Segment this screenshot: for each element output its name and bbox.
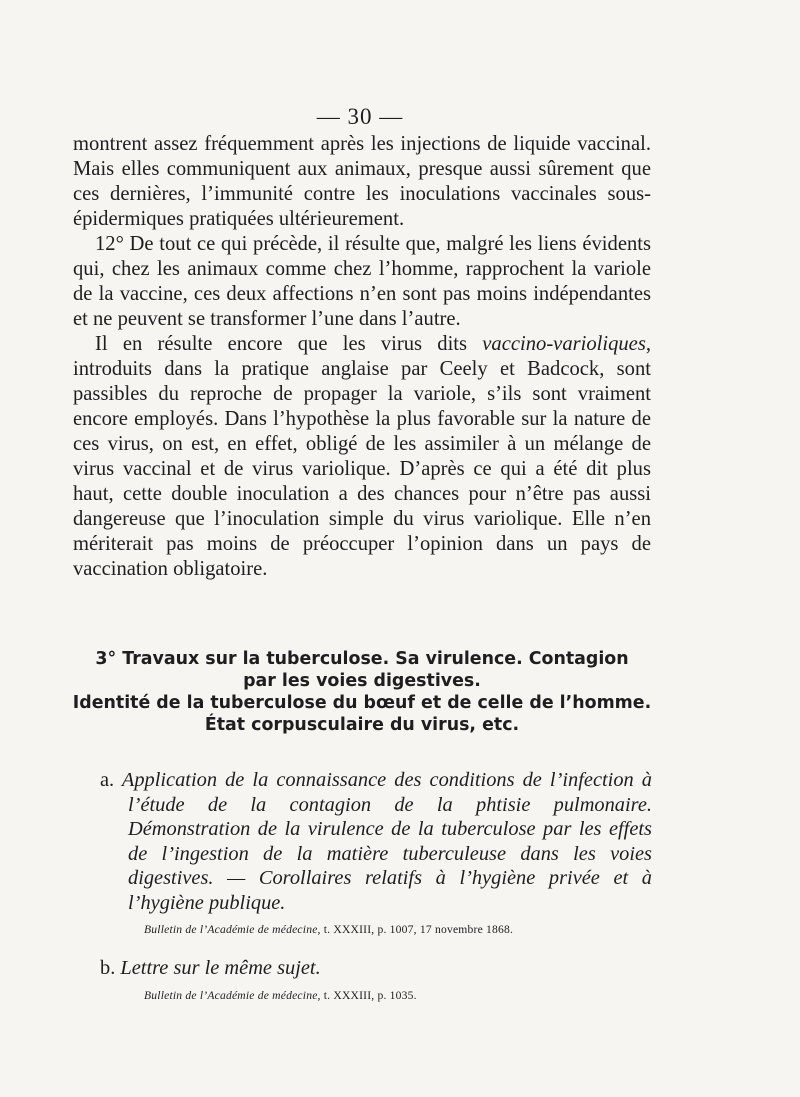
bibliography-entry-b xyxy=(74,956,652,1002)
entry-a-title: Application de la connaissance des conditions de l’infection à l’étude de la contagion de la phtisie pulmonaire. Démonstration de la virulence de la tuberculose par les effets de l’ingestion de la matière tuberculeuse dans les voies digestives. — Corollaires relatifs à l’hygiène privée et à l’hygiène publique. xyxy=(121,769,652,914)
entry-b-citation-details: t. XXXIII, p. 1035. xyxy=(323,988,417,1002)
section-heading-line-1: 3° Travaux sur la tuberculose. Sa virulence. Contagion xyxy=(95,649,629,669)
page-number: — 30 — xyxy=(316,104,404,129)
entry-b-citation xyxy=(144,989,652,1002)
bibliography-list xyxy=(74,768,652,1002)
entry-a-text xyxy=(74,768,652,915)
paragraph-1: montrent assez fréquemment après les injections de liquide vaccinal. Mais elles communiquent aux animaux, presque aussi sûrement que ces dernières, l’immunité contre les inoculations vaccinales sous-épidermiques pratiquées ultérieurement. xyxy=(73,133,651,230)
paragraph-3 xyxy=(73,332,651,582)
entry-b-citation-source: Bulletin de l’Académie de médecine, xyxy=(144,988,321,1002)
paragraph-2: 12° De tout ce qui précède, il résulte que, malgré les liens évidents qui, chez les animaux comme chez l’homme, rapprochent la variole de la vaccine, ces deux affections n’en sont pas moins indépendantes et ne peuvent se transformer l’une dans l’autre. xyxy=(73,233,651,330)
paragraph-3-text-start: Il en résulte encore que les virus dits xyxy=(95,333,483,355)
entry-a-citation-source: Bulletin de l’Académie de médecine, xyxy=(144,923,321,936)
bibliography-entry-a xyxy=(74,768,652,936)
entry-b-title: Lettre sur le même sujet. xyxy=(120,957,321,979)
section-heading xyxy=(70,648,654,736)
section-heading-line-3: Identité de la tuberculose du bœuf et de celle de l’homme. xyxy=(72,693,652,713)
entry-a-citation xyxy=(144,923,652,936)
body-text xyxy=(73,132,651,582)
entry-a-citation-details: t. XXXIII, p. 1007, 17 novembre 1868. xyxy=(323,923,514,936)
entry-b-text xyxy=(74,956,652,981)
paragraph-3-italic-term: vaccino-varioliques xyxy=(482,333,646,355)
entry-b-letter: b. xyxy=(100,957,116,979)
entry-a-letter: a. xyxy=(100,769,115,791)
section-heading-line-2: par les voies digestives. xyxy=(243,671,481,691)
paragraph-3-text-end: , introduits dans la pratique anglaise par Ceely et Badcock, sont passibles du reproche de propager la variole, s’ils sont vraiment encore employés. Dans l’hypothèse la plus favorable sur la nature de ces virus, on est, en effet, obligé de les assimiler à un mélange de virus vaccinal et de virus variolique. D’après ce qui a été dit plus haut, cette double inoculation a des chances pour n’être pas aussi dangereuse que l’inoculation simple du virus variolique. Elle n’en mériterait pas moins de préoccuper l’opinion dans un pays de vaccination obligatoire. xyxy=(73,333,651,580)
section-heading-line-4: État corpusculaire du virus, etc. xyxy=(204,715,520,735)
